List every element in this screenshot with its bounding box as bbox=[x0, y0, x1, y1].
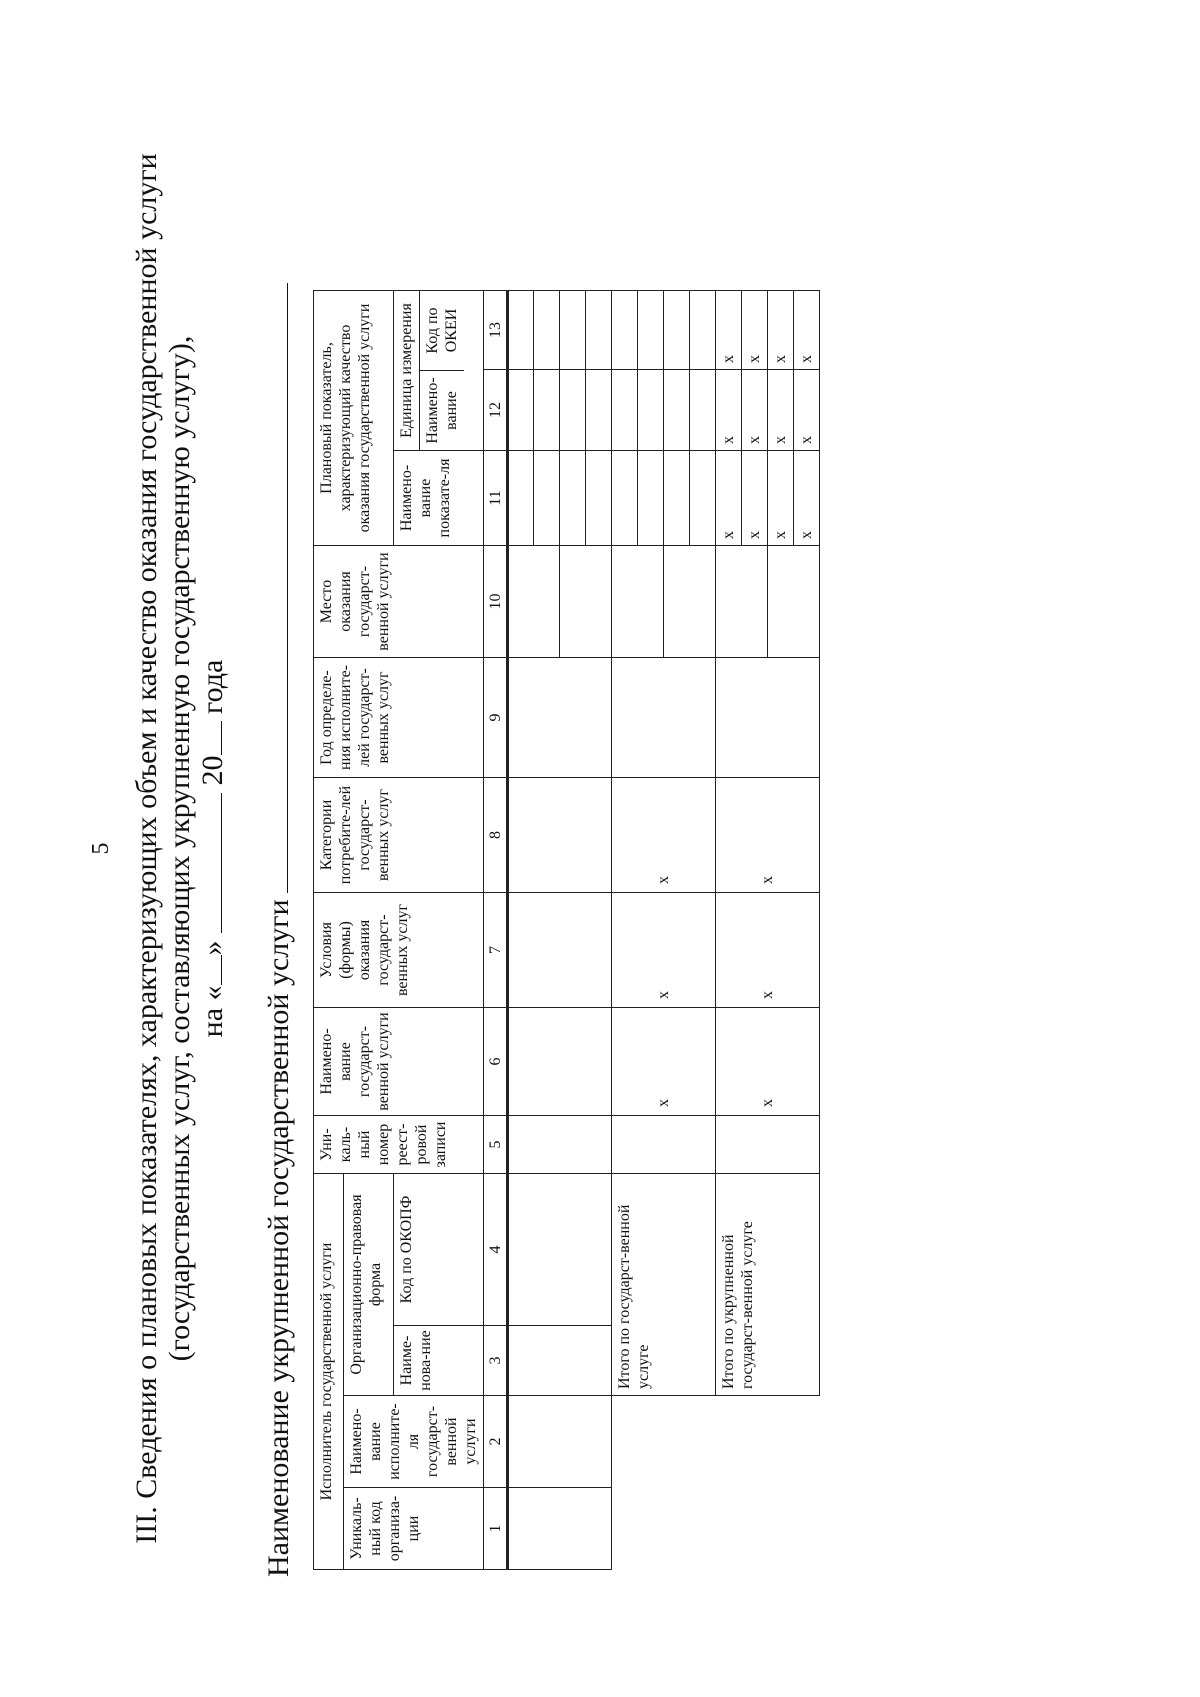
month-blank[interactable] bbox=[197, 793, 222, 933]
x-mark: x bbox=[768, 451, 794, 546]
table-cell[interactable] bbox=[508, 451, 534, 546]
x-mark: x bbox=[716, 291, 742, 370]
empty-space bbox=[716, 1488, 820, 1570]
table-cell[interactable] bbox=[560, 291, 586, 370]
header-col2: Наимено-вание исполните-ля государст-венной услуги bbox=[344, 1396, 484, 1488]
table-cell[interactable] bbox=[638, 370, 664, 451]
x-mark: x bbox=[794, 291, 820, 370]
x-mark: x bbox=[794, 451, 820, 546]
date-mid: » bbox=[196, 940, 229, 956]
col-number: 1 bbox=[484, 1488, 508, 1570]
col-number: 11 bbox=[484, 451, 508, 546]
title-date-line bbox=[196, 0, 229, 1697]
col-number: 4 bbox=[484, 1174, 508, 1326]
col-number: 9 bbox=[484, 658, 508, 778]
empty-space bbox=[612, 1396, 716, 1488]
header-col12: Наимено-вание bbox=[420, 370, 464, 450]
header-col11: Наимено-вание показате-ля bbox=[394, 451, 484, 546]
table-cell[interactable] bbox=[612, 658, 716, 778]
table-cell[interactable] bbox=[612, 291, 638, 370]
table-cell[interactable] bbox=[612, 451, 638, 546]
col-number: 8 bbox=[484, 778, 508, 893]
table-cell[interactable] bbox=[664, 451, 690, 546]
table-cell[interactable] bbox=[638, 291, 664, 370]
x-mark: x bbox=[742, 451, 768, 546]
date-suffix: года bbox=[196, 659, 229, 714]
col-number: 6 bbox=[484, 1008, 508, 1116]
col-number: 2 bbox=[484, 1396, 508, 1488]
header-unit-cell bbox=[394, 291, 484, 451]
table-cell[interactable] bbox=[612, 546, 664, 658]
header-executor-group: Исполнитель государственной услуги bbox=[314, 1174, 344, 1570]
table-cell[interactable] bbox=[664, 370, 690, 451]
table-cell[interactable] bbox=[508, 546, 560, 658]
header-col1: Уникаль-ный код организа-ции bbox=[344, 1488, 484, 1570]
header-col3: Наиме-нова-ние bbox=[394, 1326, 484, 1396]
header-org-form: Организационно-правовая форма bbox=[344, 1174, 394, 1396]
col-number: 3 bbox=[484, 1326, 508, 1396]
table-cell[interactable] bbox=[690, 291, 716, 370]
table-cell[interactable] bbox=[508, 1396, 612, 1488]
table-cell[interactable] bbox=[560, 370, 586, 451]
table-cell[interactable] bbox=[716, 658, 820, 778]
service-name-line bbox=[262, 283, 296, 1577]
table-cell[interactable] bbox=[508, 1488, 612, 1570]
col-number: 5 bbox=[484, 1116, 508, 1174]
x-mark: x bbox=[716, 451, 742, 546]
table-cell[interactable] bbox=[716, 1116, 820, 1174]
table-cell[interactable] bbox=[612, 1116, 716, 1174]
table-cell[interactable] bbox=[716, 546, 768, 658]
x-mark: x bbox=[612, 1008, 716, 1116]
col-number: 13 bbox=[484, 291, 508, 370]
section-title bbox=[130, 0, 229, 1697]
quality-group-label: Плановый показатель, характеризующий качество оказания государственной услуги bbox=[318, 303, 373, 533]
table-cell[interactable] bbox=[508, 1116, 612, 1174]
table-cell[interactable] bbox=[508, 291, 534, 370]
x-mark: x bbox=[742, 370, 768, 451]
x-mark: x bbox=[768, 291, 794, 370]
x-mark: x bbox=[768, 370, 794, 451]
x-mark: x bbox=[612, 778, 716, 893]
title-line-2: (государственных услуг, составляющих укрупненную государственную услугу), bbox=[163, 335, 196, 1362]
table-cell[interactable] bbox=[612, 370, 638, 451]
header-col13: Код по ОКЕИ bbox=[424, 307, 460, 354]
x-mark: x bbox=[612, 893, 716, 1008]
x-mark: x bbox=[716, 370, 742, 451]
x-mark: x bbox=[716, 778, 820, 893]
header-quality-group bbox=[314, 291, 394, 546]
header-unit-group: Единица измерения bbox=[394, 291, 420, 450]
header-col6: Наимено-вание государст-венной услуги bbox=[314, 1008, 484, 1116]
day-blank[interactable] bbox=[197, 955, 222, 985]
table-cell[interactable] bbox=[508, 1174, 612, 1326]
total-enlarged-label: Итого по укрупненной государст-венной услуге bbox=[716, 1174, 820, 1396]
table-cell[interactable] bbox=[508, 658, 612, 778]
table-cell[interactable] bbox=[534, 370, 560, 451]
header-col7: Условия (формы) оказания государст-венных услуг bbox=[314, 893, 484, 1008]
table-cell[interactable] bbox=[586, 451, 612, 546]
header-col5: Уни-каль-ный номер реест-ровой записи bbox=[314, 1116, 484, 1174]
table-cell[interactable] bbox=[508, 778, 612, 893]
total-service-label: Итого по государст-венной услуге bbox=[612, 1174, 716, 1396]
year-blank[interactable] bbox=[197, 721, 222, 755]
title-line-1: III. Сведения о плановых показателях, характеризующих объем и качество оказания государственной услуги bbox=[130, 153, 163, 1544]
col-number: 7 bbox=[484, 893, 508, 1008]
table-cell[interactable] bbox=[508, 1326, 612, 1396]
table-cell[interactable] bbox=[638, 451, 664, 546]
table-cell[interactable] bbox=[664, 291, 690, 370]
table-cell[interactable] bbox=[586, 370, 612, 451]
table-cell[interactable] bbox=[560, 451, 586, 546]
service-name-blank[interactable] bbox=[263, 283, 288, 893]
header-col4: Код по ОКОПФ bbox=[394, 1174, 484, 1326]
quality-indicators-table bbox=[313, 290, 820, 1570]
table-cell[interactable] bbox=[690, 451, 716, 546]
col-number: 10 bbox=[484, 546, 508, 658]
header-col8: Категории потребите-лей государст-венных услуг bbox=[314, 778, 484, 893]
table-cell[interactable] bbox=[508, 893, 612, 1008]
table-cell[interactable] bbox=[560, 546, 612, 658]
col-number: 12 bbox=[484, 370, 508, 451]
table-cell[interactable] bbox=[768, 546, 820, 658]
empty-space bbox=[716, 1396, 820, 1488]
empty-space bbox=[612, 1488, 716, 1570]
table-cell[interactable] bbox=[664, 546, 716, 658]
table-cell[interactable] bbox=[534, 451, 560, 546]
table-cell[interactable] bbox=[586, 291, 612, 370]
x-mark: x bbox=[742, 291, 768, 370]
table-cell[interactable] bbox=[508, 1008, 612, 1116]
x-mark: x bbox=[716, 1008, 820, 1116]
header-col9: Год определе-ния исполните-лей государст-венных услуг bbox=[314, 658, 484, 778]
date-prefix: на « bbox=[196, 985, 229, 1038]
page-number: 5 bbox=[88, 842, 114, 855]
x-mark: x bbox=[716, 893, 820, 1008]
date-year-prefix: 20 bbox=[196, 755, 229, 786]
header-col10: Место оказания государст-венной услуги bbox=[314, 546, 484, 658]
x-mark: x bbox=[794, 370, 820, 451]
table-cell[interactable] bbox=[508, 370, 534, 451]
service-name-label: Наименование укрупненной государственной услуги bbox=[262, 899, 295, 1577]
table-cell[interactable] bbox=[690, 370, 716, 451]
table-cell[interactable] bbox=[534, 291, 560, 370]
